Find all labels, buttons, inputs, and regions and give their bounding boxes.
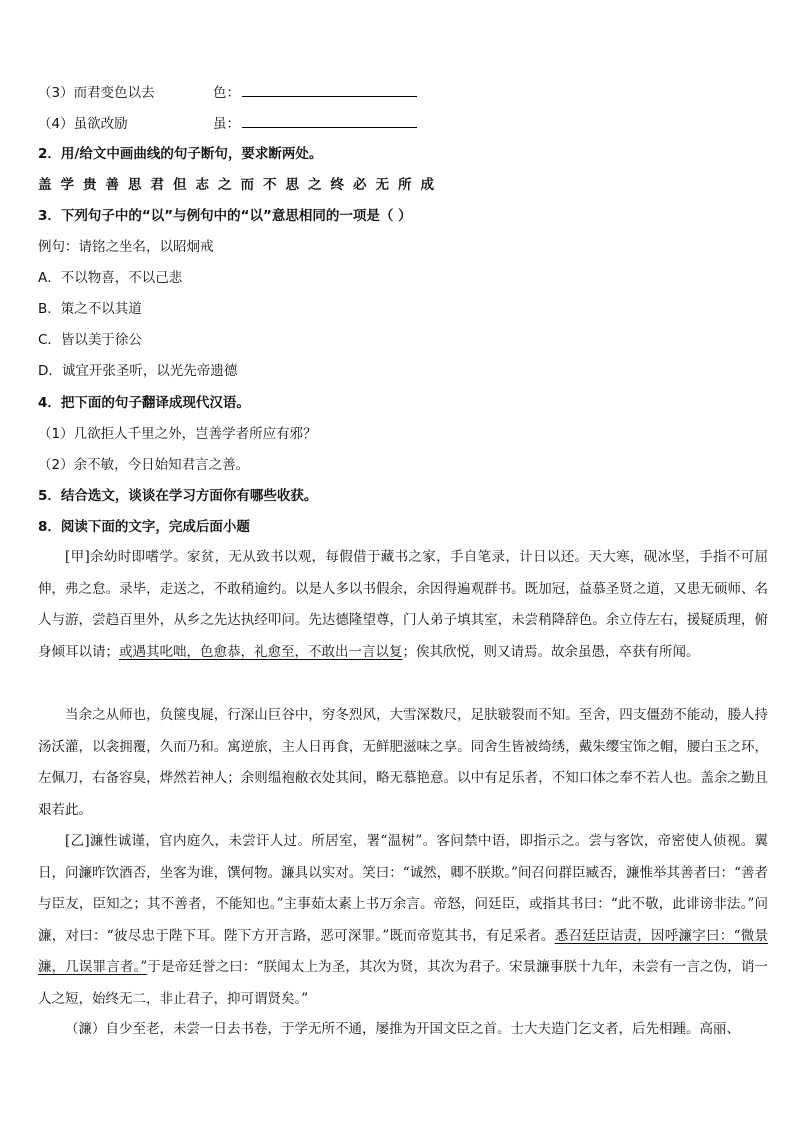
fill-item-4 bbox=[38, 113, 768, 133]
fill-item-3 bbox=[38, 82, 768, 102]
fill-item-3-blank[interactable] bbox=[242, 82, 417, 97]
question-4-item-1: （1）几欲拒人千里之外，岂善学者所应有邪？ bbox=[38, 426, 317, 442]
passage-b-text-1: [乙]濂性诚谨，官内庭久，未尝讦人过。所居室，署“温树”。客问禁中语，即指示之。尝与客饮，帝密使人侦视。翼日，问濂昨饮酒否，坐客为谁，馔何物。濂具以实对。笑曰：“诚然，卿不朕欺。”间召问群臣臧否，濂惟举其善者曰：“善者与臣友，臣知之；其不善者，不能知也。”主事茹太素上书万余言。帝怒，问廷臣，或指其书曰：“此不敬，此诽谤非法。”问濂，对曰：“彼尽忠于陛下耳。陛下方开言路，恶可深罪。”既而帝览其书，有足采者。 bbox=[38, 833, 768, 944]
question-3-option-a: A．不以物喜，不以己悲 bbox=[38, 270, 183, 286]
passage-c-text: （濂）自少至老，未尝一日去书卷，于学无所不通，屡推为开国文臣之首。士大夫造门乞文者，后先相踵。高丽、 bbox=[65, 1021, 740, 1037]
passage-a-paragraph-2 bbox=[38, 700, 768, 826]
question-8-title: 8．阅读下面的文字，完成后面小题 bbox=[38, 519, 250, 535]
fill-item-4-label: 虽： bbox=[213, 116, 240, 132]
question-4-item-2: （2）余不敏，今日始知君言之善。 bbox=[38, 457, 250, 473]
fill-item-3-label: 色： bbox=[213, 85, 240, 101]
fill-item-4-blank[interactable] bbox=[242, 113, 417, 128]
passage-a-text-2: ；俟其欣悦，则又请焉。故余虽愚，卒获有所闻。 bbox=[402, 643, 700, 660]
passage-a-paragraph-1 bbox=[38, 542, 768, 668]
passage-a-text-1: [甲]余幼时即嗜学。家贫，无从致书以观，每假借于藏书之家，手自笔录，计日以还。天大寒，砚冰坚，手指不可屈伸，弗之怠。录毕，走送之，不敢稍逾约。以是人多以书假余，余因得遍观群书。既加冠，益慕圣贤之道，又患无硕师、名人与游，尝趋百里外，从乡之先达执经叩问。先达德隆望尊，门人弟子填其室，未尝稍降辞色。余立侍左右，援疑质理，俯身倾耳以请； bbox=[38, 549, 768, 660]
question-3-option-c: C．皆以美于徐公 bbox=[38, 332, 142, 348]
passage-a2-text: 当余之从师也，负箧曳屣，行深山巨谷中，穷冬烈风，大雪深数尺，足肤皲裂而不知。至舍，四支僵劲不能动，媵人持汤沃灌，以衾拥覆，久而乃和。寓逆旅，主人日再食，无鲜肥滋味之享。同舍生皆被绮绣，戴朱缨宝饰之帽，腰白玉之环，左佩刀，右备容臭，烨然若神人；余则缊袍敝衣处其间，略无慕艳意。以中有足乐者，不知口体之奉不若人也。盖余之勤且艰若此。 bbox=[38, 707, 768, 818]
question-3-option-d: D．诚宜开张圣听，以光先帝遗德 bbox=[38, 363, 238, 379]
passage-b-paragraph bbox=[38, 826, 768, 1015]
question-3-option-b: B．策之不以其道 bbox=[38, 301, 142, 317]
passage-a-underlined: 或遇其叱咄，色愈恭，礼愈至，不敢出一言以复 bbox=[119, 643, 403, 660]
passage-b-underlined: 悉召廷臣诘责，因呼濂字曰：“微景濂，几误罪言者。” bbox=[38, 927, 768, 975]
question-3-title: 3．下列句子中的“以”与例句中的“以”意思相同的一项是（ ） bbox=[38, 208, 412, 224]
question-4-title: 4．把下面的句子翻译成现代汉语。 bbox=[38, 395, 250, 411]
question-2-title: 2．用/给文中画曲线的句子断句，要求断两处。 bbox=[38, 146, 323, 162]
question-3-example: 例句：请铭之坐名，以昭炯戒 bbox=[38, 239, 214, 255]
passage-b-text-2: 于是帝廷誉之曰：“朕闻太上为圣，其次为贤，其次为君子。宋景濂事朕十九年，未尝有一言之伪，诮一人之短，始终无二，非止君子，抑可谓贤矣。” bbox=[38, 959, 769, 1007]
passage-c-paragraph bbox=[38, 1014, 768, 1046]
question-2-sentence: 盖学贵善思君但志之而不思之终必无所成 bbox=[38, 177, 443, 193]
fill-item-3-prompt: （3）而君变色以去 bbox=[38, 85, 155, 101]
question-5-title: 5．结合选文，谈谈在学习方面你有哪些收获。 bbox=[38, 488, 318, 504]
fill-item-4-prompt: （4）虽欲改励 bbox=[38, 116, 128, 132]
